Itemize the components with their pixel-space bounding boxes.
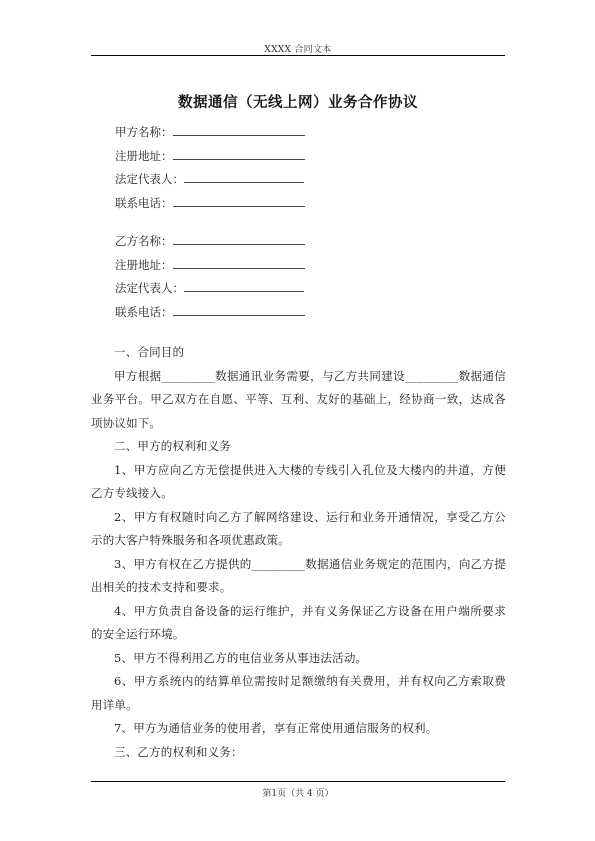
party-a-rep-row bbox=[115, 170, 305, 194]
party-b-phone-label: 联系电话： bbox=[115, 304, 173, 319]
document-title: 数据通信（无线上网）业务合作协议 bbox=[178, 95, 418, 111]
party-b-name-row bbox=[115, 232, 305, 256]
party-a-name-blank bbox=[173, 123, 305, 136]
party-a-address-row bbox=[115, 147, 305, 171]
party-b-rep-blank bbox=[184, 279, 304, 292]
section-heading-purpose: 一、合同目的 bbox=[114, 345, 185, 359]
party-b-rep-label: 法定代表人： bbox=[115, 281, 184, 295]
party-b-phone-row bbox=[115, 303, 305, 327]
party-b-address-label: 注册地址： bbox=[115, 257, 173, 272]
party-a-name-row bbox=[115, 123, 305, 147]
contract-body bbox=[91, 341, 506, 764]
party-b-address-row bbox=[115, 256, 305, 280]
paragraph-purpose: 甲方根据_________数据通讯业务需要，与乙方共同建设_________数据通信业务平台。甲乙双方在自愿、平等、互利、友好的基础上，经协商一致，达成各项协议如下。 bbox=[91, 368, 506, 430]
party-b-name-label: 乙方名称： bbox=[115, 234, 173, 248]
clause-a-2: 2、甲方有权随时向乙方了解网络建设、运行和业务开通情况，享受乙方公示的大客户特殊服务和各项优惠政策。 bbox=[91, 509, 506, 547]
clause-a-4: 4、甲方负责自备设备的运行维护，并有义务保证乙方设备在用户端所要求的安全运行环境。 bbox=[91, 603, 506, 641]
clause-a-7: 7、甲方为通信业务的使用者，享有正常使用通信服务的权利。 bbox=[114, 721, 438, 735]
page-footer: 第1页（共 4 页） bbox=[262, 789, 334, 799]
party-a-block bbox=[115, 123, 305, 217]
clause-a-1: 1、甲方应向乙方无偿提供进入大楼的专线引入孔位及大楼内的井道，方便乙方专线接入。 bbox=[91, 462, 506, 500]
clause-a-5: 5、甲方不得利用乙方的电信业务从事违法活动。 bbox=[114, 650, 368, 665]
party-a-rep-blank bbox=[184, 170, 304, 183]
party-a-rep-label: 法定代表人： bbox=[115, 172, 184, 186]
section-heading-party-a-rights: 二、甲方的权利和义务 bbox=[114, 439, 231, 453]
header-divider bbox=[91, 55, 505, 56]
party-a-phone-blank bbox=[173, 194, 305, 207]
party-b-rep-row bbox=[115, 279, 305, 303]
party-b-phone-blank bbox=[173, 303, 305, 316]
party-a-address-blank bbox=[173, 147, 305, 160]
party-a-phone-row bbox=[115, 194, 305, 218]
party-a-name-label: 甲方名称： bbox=[115, 125, 173, 139]
party-b-address-blank bbox=[173, 256, 305, 269]
party-a-phone-label: 联系电话： bbox=[115, 195, 173, 210]
section-heading-party-b-rights: 三、乙方的权利和义务： bbox=[114, 744, 243, 759]
clause-a-6: 6、甲方系统内的结算单位需按时足额缴纳有关费用，并有权向乙方索取费用详单。 bbox=[91, 674, 506, 712]
party-a-address-label: 注册地址： bbox=[115, 148, 173, 163]
clause-a-3: 3、甲方有权在乙方提供的_________数据通信业务规定的范围内，向乙方提出相关的技术支持和要求。 bbox=[91, 556, 506, 594]
party-b-block bbox=[115, 232, 305, 326]
party-b-name-blank bbox=[173, 232, 305, 245]
page-header: XXXX 合同文本 bbox=[264, 45, 332, 55]
footer-divider bbox=[91, 781, 505, 782]
